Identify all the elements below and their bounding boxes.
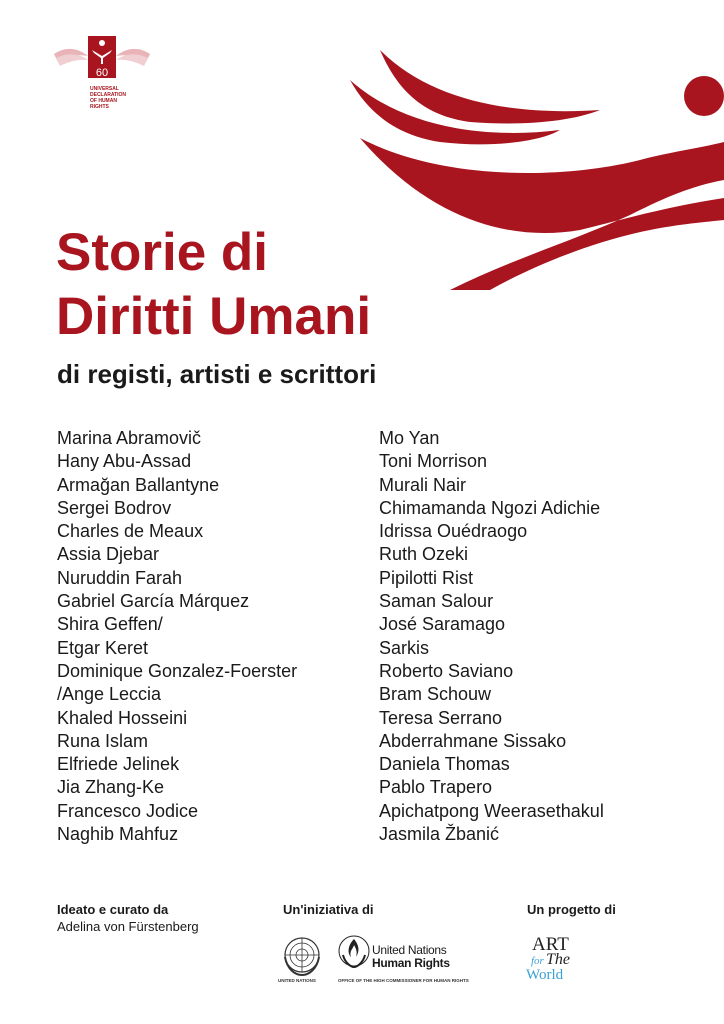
list-item: Idrissa Ouédraogo — [379, 521, 528, 542]
atw-logo-the: The — [546, 951, 570, 968]
emblem-caption — [90, 86, 130, 110]
list-item: Francesco Jodice — [57, 800, 199, 821]
subtitle: di registi, artisti e scrittori — [57, 359, 377, 389]
list-item: Assia Djebar — [57, 544, 160, 565]
atw-logo-for: for — [531, 955, 544, 967]
list-item: Sergei Bodrov — [57, 497, 172, 518]
list-item: Khaled Hosseini — [57, 707, 188, 728]
list-item: Roberto Saviano — [379, 660, 514, 681]
list-item: Elfriede Jelinek — [57, 754, 180, 775]
list-item: Teresa Serrano — [379, 707, 503, 728]
list-item: Bram Schouw — [379, 684, 492, 705]
ohchr-caption: OFFICE OF THE HIGH COMMISSIONER FOR HUMAN RIGHTS — [338, 978, 469, 983]
list-item: Mo Yan — [379, 428, 440, 448]
list-item: José Saramago — [379, 614, 506, 635]
names-list-left — [57, 427, 297, 846]
list-item: Chimamanda Ngozi Adichie — [379, 497, 601, 518]
emblem-caption-line: DECLARATION — [90, 92, 127, 98]
list-item: Jia Zhang-Ke — [57, 777, 165, 798]
red-ribbon-illustration — [340, 30, 724, 290]
list-item: Pipilotti Rist — [379, 567, 474, 588]
list-item: Etgar Keret — [57, 637, 149, 658]
list-item: Armağan Ballantyne — [57, 474, 220, 495]
list-item: Apichatpong Weerasethakul — [379, 800, 604, 821]
emblem-caption-line: RIGHTS — [90, 104, 109, 110]
emblem-caption-line: UNIVERSAL — [90, 86, 119, 92]
list-item: Jasmila Žbanić — [379, 824, 500, 845]
list-item: Charles de Meaux — [57, 521, 204, 542]
list-item: Dominique Gonzalez-Foerster — [57, 660, 298, 681]
list-item: Marina Abramovič — [57, 428, 202, 448]
progetto-label: Un progetto di — [527, 902, 616, 917]
atw-logo-art: ART — [532, 934, 569, 955]
list-item: Daniela Thomas — [379, 754, 510, 775]
emblem-number: 60 — [95, 67, 109, 79]
list-item: Shira Geffen/ — [57, 614, 163, 635]
un-caption: UNITED NATIONS — [278, 978, 316, 983]
atw-logo-world: World — [526, 967, 564, 983]
list-item: Sarkis — [379, 637, 430, 658]
list-item: Saman Salour — [379, 591, 494, 612]
ideato-label: Ideato e curato da — [57, 902, 169, 917]
list-item: Toni Morrison — [379, 451, 488, 472]
title-line-1: Storie di — [56, 223, 269, 282]
list-item: /Ange Leccia — [57, 684, 162, 705]
ohchr-name-line-1: United Nations — [372, 943, 447, 957]
title-line-2: Diritti Umani — [56, 287, 372, 346]
list-item: Gabriel García Márquez — [57, 591, 250, 612]
list-item: Nuruddin Farah — [57, 567, 183, 588]
iniziativa-label: Un'iniziativa di — [283, 902, 374, 917]
ohchr-flame-icon — [337, 933, 371, 973]
names-list-right — [379, 427, 604, 846]
list-item: Ruth Ozeki — [379, 544, 469, 565]
ohchr-name-line-2: Human Rights — [372, 956, 450, 970]
list-item: Runa Islam — [57, 730, 149, 751]
list-item: Pablo Trapero — [379, 777, 493, 798]
curator-name: Adelina von Fürstenberg — [57, 919, 199, 934]
list-item: Murali Nair — [379, 474, 467, 495]
list-item: Hany Abu-Assad — [57, 451, 192, 472]
un-emblem-icon — [281, 935, 323, 977]
list-item: Abderrahmane Sissako — [379, 730, 567, 751]
emblem-caption-line: OF HUMAN — [90, 98, 117, 104]
list-item: Naghib Mahfuz — [57, 824, 179, 845]
